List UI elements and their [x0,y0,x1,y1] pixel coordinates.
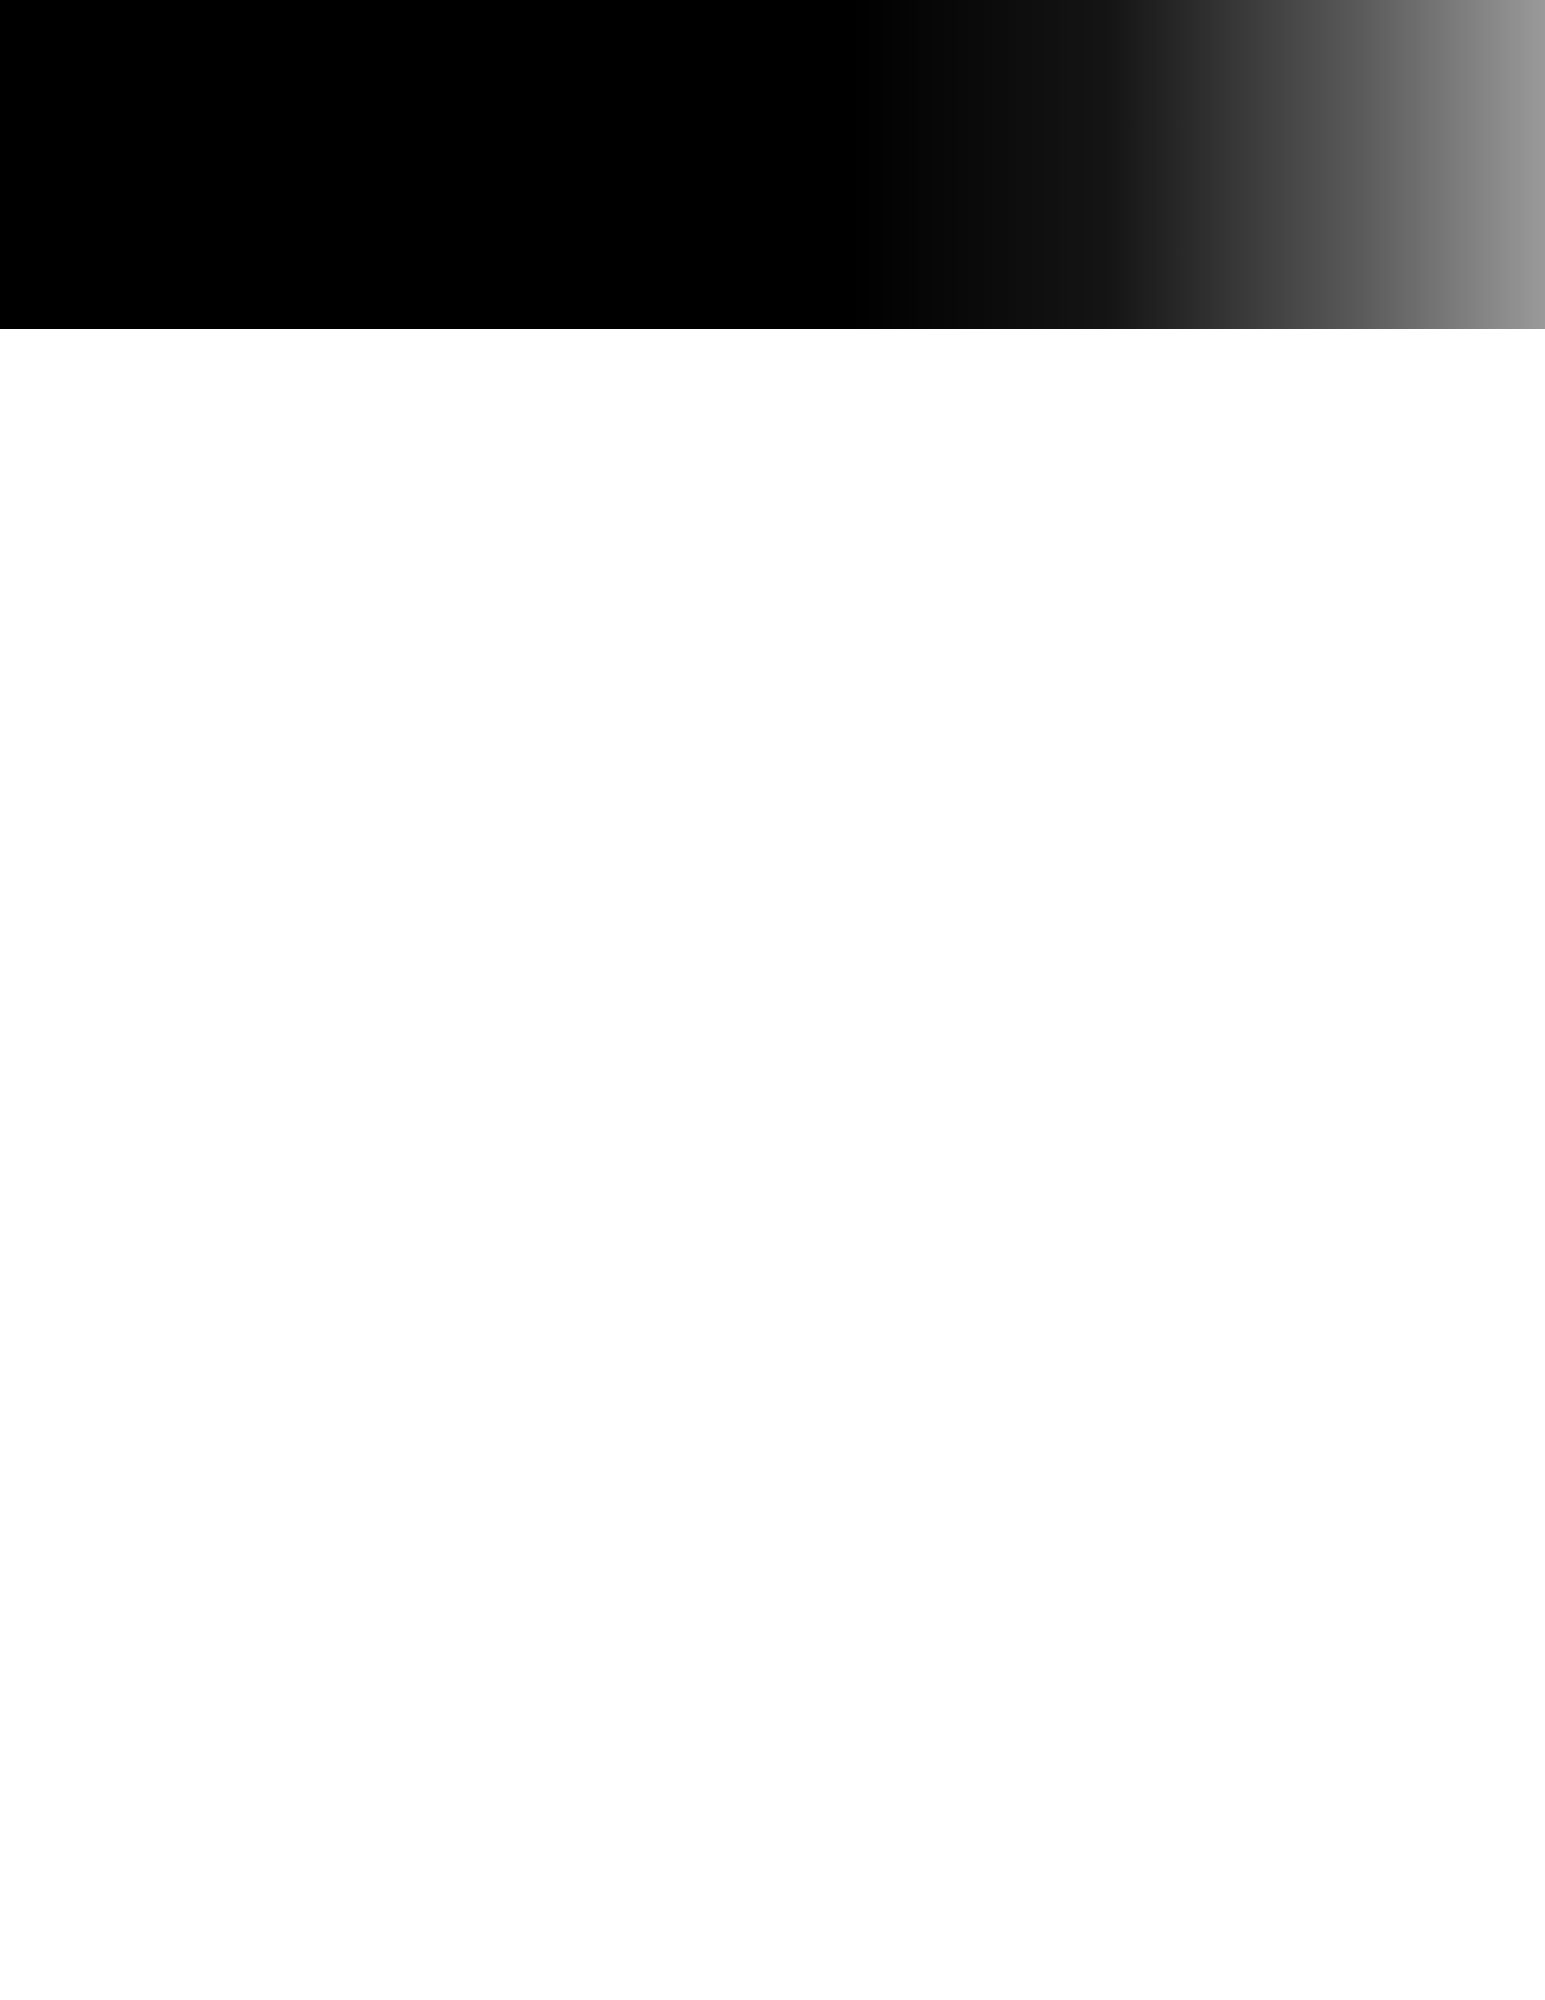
main-content [97,415,1457,459]
